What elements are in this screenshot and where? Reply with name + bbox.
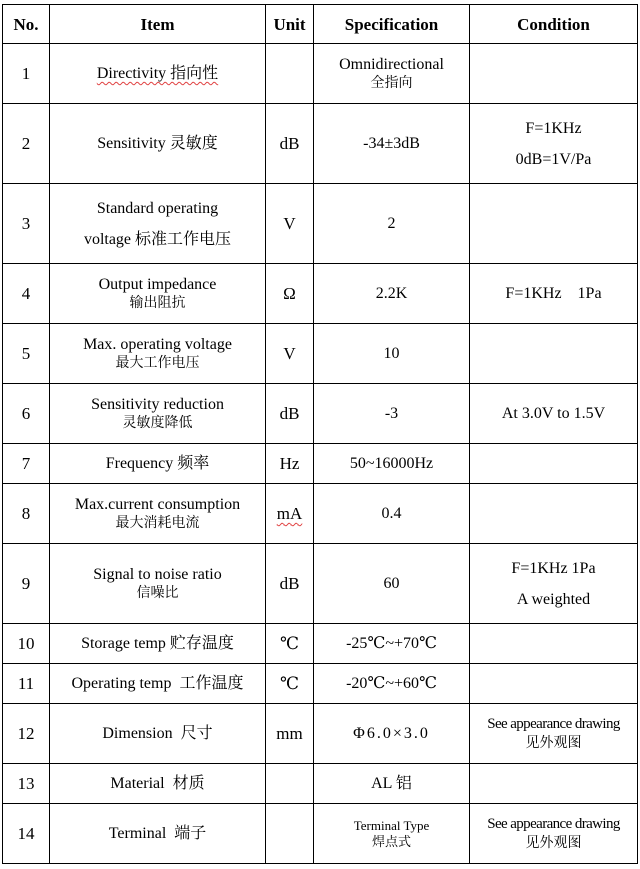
header-row: [3, 5, 638, 44]
condition-cell: F=1KHz 1Pa: [470, 264, 638, 324]
spec-cell: 50~16000Hz: [314, 444, 470, 484]
condition-cell: [470, 704, 638, 764]
spec-value-cn: 焊点式: [371, 833, 411, 849]
item-label: Max. operating voltage: [83, 335, 232, 353]
item-cell: [50, 484, 266, 544]
spec-cell: [314, 804, 470, 864]
item-label: Directivity 指向性: [96, 65, 219, 82]
spec-cell: -34±3dB: [314, 104, 470, 184]
item-label-cn: 信噪比: [136, 585, 179, 601]
spec-cell: 60: [314, 544, 470, 624]
row-number: 7: [3, 444, 50, 484]
spec-value: Omnidirectional: [339, 55, 444, 73]
table-row: [3, 624, 638, 664]
condition-line-1: F=1KHz 1Pa: [511, 559, 596, 577]
spec-table-container: [2, 4, 638, 864]
table-row: [3, 264, 638, 324]
condition-cell: [470, 624, 638, 664]
item-label-cn: 输出阻抗: [129, 295, 186, 311]
row-number: 6: [3, 384, 50, 444]
unit-cell: V: [266, 184, 314, 264]
item-cell: [50, 264, 266, 324]
table-row: [3, 764, 638, 804]
item-cell: [50, 184, 266, 264]
item-cell: [50, 384, 266, 444]
unit-cell: [266, 804, 314, 864]
spec-cell: -25℃~+70℃: [314, 624, 470, 664]
spec-cell: -20℃~+60℃: [314, 664, 470, 704]
item-label-cn: voltage 标准工作电压: [83, 230, 232, 248]
condition-cell: [470, 764, 638, 804]
unit-cell: ℃: [266, 664, 314, 704]
item-cell: Terminal 端子: [50, 804, 266, 864]
unit-cell: [266, 44, 314, 104]
unit-cell: dB: [266, 384, 314, 444]
header-condition: Condition: [470, 5, 638, 44]
unit-cell: mm: [266, 704, 314, 764]
row-number: 1: [3, 44, 50, 104]
condition-line-2: 0dB=1V/Pa: [515, 150, 592, 168]
table-row: [3, 324, 638, 384]
header-unit: Unit: [266, 5, 314, 44]
item-label-cn: 最大工作电压: [115, 355, 200, 371]
row-number: 4: [3, 264, 50, 324]
spec-cell: -3: [314, 384, 470, 444]
item-label-cn: 灵敏度降低: [122, 415, 193, 431]
item-label: Sensitivity reduction: [91, 395, 224, 413]
condition-line-1: See appearance drawing: [487, 815, 620, 832]
condition-cell: At 3.0V to 1.5V: [470, 384, 638, 444]
unit-cell: dB: [266, 544, 314, 624]
table-row: [3, 664, 638, 704]
condition-cell: [470, 664, 638, 704]
item-cell: Material 材质: [50, 764, 266, 804]
item-cell: Operating temp 工作温度: [50, 664, 266, 704]
row-number: 2: [3, 104, 50, 184]
header-item: Item: [50, 5, 266, 44]
item-label-cn: 最大消耗电流: [115, 515, 200, 531]
table-row: [3, 544, 638, 624]
unit-cell: ℃: [266, 624, 314, 664]
row-number: 8: [3, 484, 50, 544]
table-row: [3, 804, 638, 864]
table-row: [3, 704, 638, 764]
unit-cell: [266, 484, 314, 544]
table-row: [3, 184, 638, 264]
row-number: 13: [3, 764, 50, 804]
spec-value: Terminal Type: [353, 817, 430, 833]
condition-line-1: See appearance drawing: [487, 715, 620, 732]
unit-cell: [266, 764, 314, 804]
row-number: 11: [3, 664, 50, 704]
item-cell: Sensitivity 灵敏度: [50, 104, 266, 184]
item-label: Max.current consumption: [74, 495, 241, 513]
unit-cell: Ω: [266, 264, 314, 324]
row-number: 3: [3, 184, 50, 264]
item-cell: Frequency 频率: [50, 444, 266, 484]
condition-cell: [470, 104, 638, 184]
spec-table: [2, 4, 638, 864]
item-label: Standard operating: [96, 199, 219, 217]
spec-cell: Φ6.0×3.0: [314, 704, 470, 764]
row-number: 5: [3, 324, 50, 384]
condition-cell: [470, 444, 638, 484]
item-label: Signal to noise ratio: [93, 565, 222, 583]
condition-line-2: 见外观图: [525, 735, 582, 751]
unit-cell: Hz: [266, 444, 314, 484]
condition-cell: [470, 544, 638, 624]
condition-line-2: A weighted: [516, 590, 591, 608]
row-number: 9: [3, 544, 50, 624]
item-cell: Dimension 尺寸: [50, 704, 266, 764]
spec-cell: [314, 44, 470, 104]
unit-value: mA: [276, 504, 303, 523]
item-cell: [50, 544, 266, 624]
condition-cell: [470, 804, 638, 864]
condition-cell: [470, 484, 638, 544]
condition-cell: [470, 184, 638, 264]
item-cell: [50, 44, 266, 104]
spec-cell: 10: [314, 324, 470, 384]
row-number: 12: [3, 704, 50, 764]
item-cell: Storage temp 贮存温度: [50, 624, 266, 664]
table-row: [3, 384, 638, 444]
spec-cell: 2.2K: [314, 264, 470, 324]
spec-cell: AL 铝: [314, 764, 470, 804]
table-row: [3, 444, 638, 484]
condition-line-1: F=1KHz: [525, 119, 582, 137]
row-number: 14: [3, 804, 50, 864]
unit-cell: dB: [266, 104, 314, 184]
spec-cell: 0.4: [314, 484, 470, 544]
item-cell: [50, 324, 266, 384]
header-no: No.: [3, 5, 50, 44]
spec-cell: 2: [314, 184, 470, 264]
row-number: 10: [3, 624, 50, 664]
condition-cell: [470, 324, 638, 384]
table-row: [3, 484, 638, 544]
item-label: Output impedance: [98, 275, 217, 293]
condition-cell: [470, 44, 638, 104]
condition-line-2: 见外观图: [525, 835, 582, 851]
table-row: [3, 104, 638, 184]
unit-cell: V: [266, 324, 314, 384]
header-specification: Specification: [314, 5, 470, 44]
table-row: [3, 44, 638, 104]
spec-value-cn: 全指向: [370, 75, 413, 91]
